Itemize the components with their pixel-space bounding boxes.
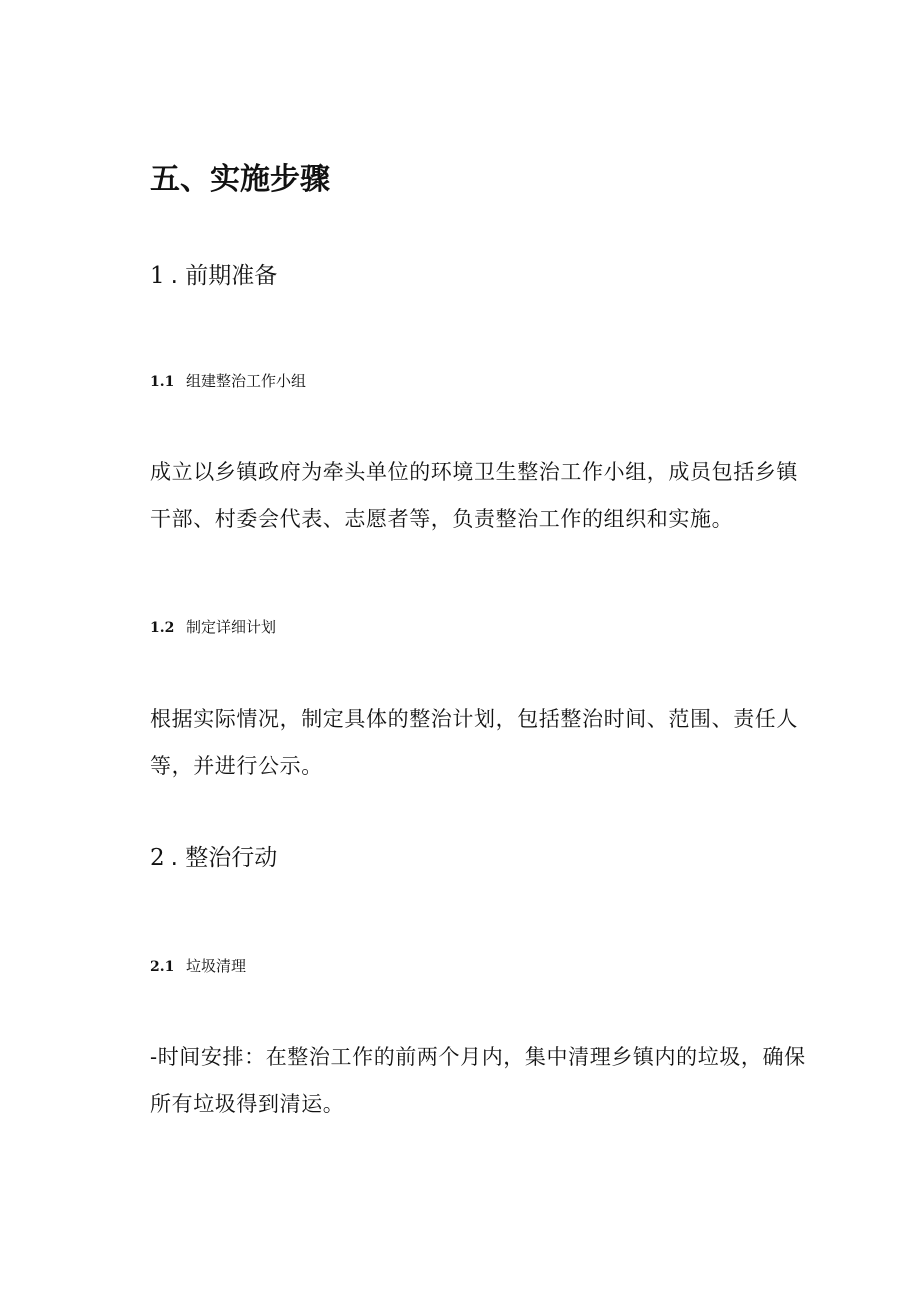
substep-label: 制定详细计划 — [186, 618, 277, 636]
substep-body: 成立以乡镇政府为牵头单位的环境卫生整治工作小组，成员包括乡镇干部、村委会代表、志愿者等，负责整治工作的组织和实施。 — [150, 460, 798, 531]
section-title: 五、实施步骤 — [150, 162, 330, 197]
step-heading — [150, 845, 277, 873]
substep-label: 组建整治工作小组 — [186, 372, 307, 390]
step-label: . 整治行动 — [170, 845, 278, 871]
step-number: 1 — [150, 263, 165, 289]
substep-number: 1.1 — [150, 374, 175, 390]
substep-number: 1.2 — [150, 620, 175, 636]
substep-number: 2.1 — [150, 959, 175, 975]
substep-label: 垃圾清理 — [186, 957, 247, 975]
substep-body: -时间安排：在整治工作的前两个月内，集中清理乡镇内的垃圾，确保所有垃圾得到清运。 — [150, 1045, 806, 1116]
step-number: 2 — [150, 845, 165, 871]
step-heading — [150, 263, 277, 291]
substep-heading — [150, 618, 276, 637]
substep-body: 根据实际情况，制定具体的整治计划，包括整治时间、范围、责任人等，并进行公示。 — [150, 707, 798, 778]
substep-heading — [150, 957, 246, 976]
step-label: . 前期准备 — [170, 263, 278, 289]
substep-heading — [150, 372, 306, 391]
